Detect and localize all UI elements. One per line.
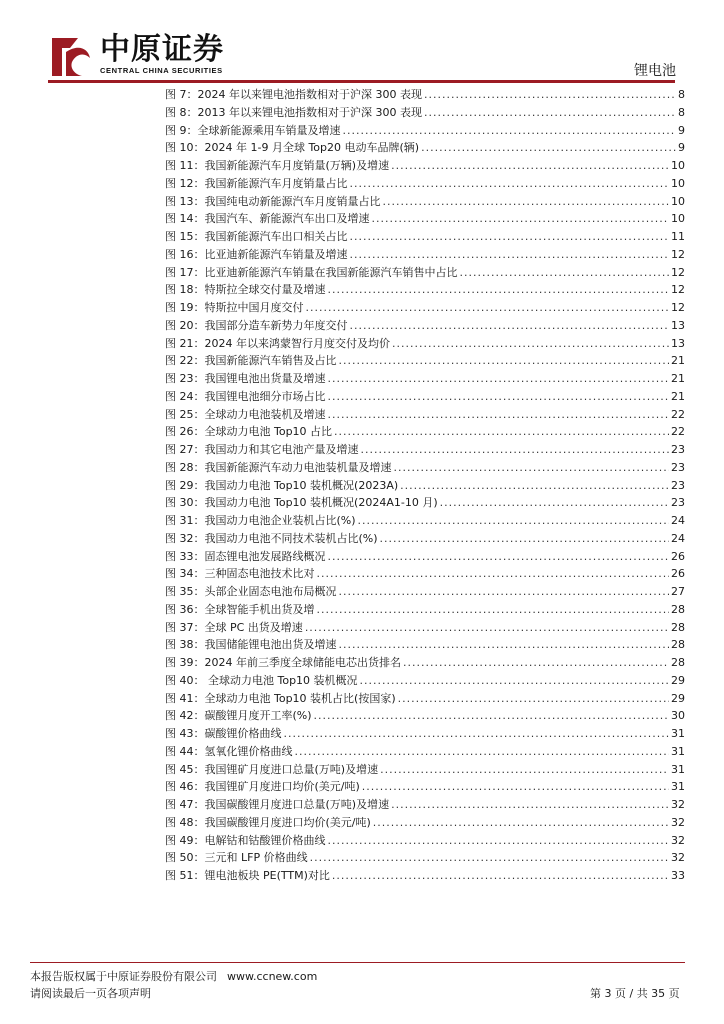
footer-divider	[30, 962, 685, 963]
toc-dot-leader	[362, 778, 669, 796]
footer-disclaimer: 请阅读最后一页各项声明	[30, 987, 151, 1000]
toc-entry-title: 图 10：2024 年 1-9 月全球 Top20 电动车品牌(辆)	[165, 141, 420, 155]
toc-entry-page: 23	[671, 443, 685, 456]
toc-entry-title: 图 9：全球新能源乘用车销量及增速	[165, 123, 341, 137]
toc-entry-title: 图 49：电解钴和钴酸锂价格曲线	[165, 833, 326, 847]
toc-entry-page: 32	[671, 851, 685, 865]
footer-copyright: 本报告版权属于中原证券股份有限公司	[30, 970, 217, 983]
toc-entry-page: 9	[678, 123, 685, 137]
toc-dot-leader	[328, 370, 670, 388]
toc-entry-page: 10	[671, 212, 685, 226]
toc-dot-leader	[424, 104, 676, 122]
toc-dot-leader	[398, 690, 669, 708]
toc-entry-page: 23	[671, 460, 685, 474]
toc-entry-title: 图 40： 全球动力电池 Top10 装机概况	[165, 673, 358, 687]
toc-entry[interactable]	[165, 849, 685, 867]
toc-entry[interactable]	[165, 725, 685, 743]
toc-entry[interactable]	[165, 406, 685, 424]
toc-dot-leader	[284, 725, 670, 743]
toc-entry[interactable]	[165, 104, 685, 122]
toc-entry[interactable]	[165, 157, 685, 175]
toc-dot-leader	[424, 86, 676, 104]
company-logo-icon	[48, 34, 94, 80]
header-divider	[48, 80, 675, 83]
toc-entry-page: 32	[671, 833, 685, 847]
figure-toc-list	[165, 86, 685, 885]
toc-entry-title: 图 30：我国动力电池 Top10 装机概况(2024A1-10 月)	[165, 496, 438, 510]
toc-entry-page: 21	[671, 372, 685, 385]
toc-entry-page: 10	[671, 194, 685, 208]
toc-entry-page: 23	[671, 496, 685, 510]
toc-dot-leader	[305, 619, 669, 637]
toc-dot-leader	[421, 139, 676, 157]
toc-entry-title: 图 16：比亚迪新能源汽车销量及增速	[165, 247, 348, 261]
toc-dot-leader	[440, 494, 669, 512]
toc-dot-leader	[380, 761, 669, 779]
toc-entry-page: 23	[671, 478, 685, 492]
toc-entry-title: 图 44：氢氧化锂价格曲线	[165, 744, 293, 758]
toc-dot-leader	[373, 814, 669, 832]
toc-entry-title: 图 36：全球智能手机出货及增	[165, 602, 315, 616]
toc-entry-title: 图 21：2024 年以来鸿蒙智行月度交付及均价	[165, 336, 390, 350]
toc-entry[interactable]	[165, 583, 685, 601]
toc-entry-title: 图 43：碳酸锂价格曲线	[165, 727, 282, 740]
toc-dot-leader	[339, 636, 670, 654]
toc-entry-page: 8	[678, 105, 685, 119]
toc-entry-title: 图 22：我国新能源汽车销售及占比	[165, 354, 337, 368]
toc-entry-page: 10	[671, 159, 685, 172]
toc-dot-leader	[350, 228, 670, 246]
toc-entry[interactable]	[165, 601, 685, 619]
toc-entry-title: 图 26：全球动力电池 Top10 占比	[165, 425, 333, 439]
toc-entry[interactable]	[165, 423, 685, 441]
toc-entry-page: 31	[671, 727, 685, 740]
toc-entry-title: 图 45：我国锂矿月度进口总量(万吨)及增速	[165, 762, 379, 776]
toc-dot-leader	[343, 122, 677, 140]
toc-entry-page: 31	[671, 780, 685, 794]
toc-entry-title: 图 34：三种固态电池技术比对	[165, 567, 315, 581]
toc-entry-title: 图 33：固态锂电池发展路线概况	[165, 549, 326, 563]
toc-entry-title: 图 12：我国新能源汽车月度销量占比	[165, 176, 348, 190]
toc-entry-title: 图 14：我国汽车、新能源汽车出口及增速	[165, 212, 370, 226]
toc-entry-title: 图 7：2024 年以来锂电池指数相对于沪深 300 表现	[165, 88, 422, 101]
toc-entry[interactable]	[165, 796, 685, 814]
toc-entry-title: 图 19：特斯拉中国月度交付	[165, 301, 304, 314]
toc-entry-title: 图 39：2024 年前三季度全球储能电芯出货排名	[165, 656, 401, 669]
toc-entry-page: 24	[671, 531, 685, 545]
toc-entry[interactable]	[165, 530, 685, 548]
toc-entry[interactable]	[165, 654, 685, 672]
toc-entry-page: 22	[671, 425, 685, 439]
toc-dot-leader	[350, 175, 670, 193]
toc-dot-leader	[400, 477, 669, 495]
toc-entry[interactable]	[165, 352, 685, 370]
toc-entry-title: 图 37：全球 PC 出货及增速	[165, 620, 303, 634]
toc-entry-title: 图 41：全球动力电池 Top10 装机占比(按国家)	[165, 691, 396, 705]
toc-entry-page: 13	[671, 336, 685, 350]
footer-copyright-line	[30, 968, 317, 984]
toc-entry-page: 29	[671, 673, 685, 687]
toc-entry-page: 12	[671, 265, 685, 279]
toc-dot-leader	[380, 530, 669, 548]
toc-entry-page: 12	[671, 283, 685, 297]
toc-entry[interactable]	[165, 565, 685, 583]
toc-entry[interactable]	[165, 494, 685, 512]
toc-entry[interactable]	[165, 299, 685, 317]
toc-dot-leader	[360, 672, 669, 690]
toc-entry-title: 图 35：头部企业固态电池布局概况	[165, 585, 337, 598]
toc-dot-leader	[339, 352, 670, 370]
toc-dot-leader	[383, 193, 670, 211]
toc-entry-page: 26	[671, 567, 685, 581]
toc-dot-leader	[361, 441, 670, 459]
toc-entry-title: 图 48：我国碳酸锂月度进口均价(美元/吨)	[165, 815, 371, 829]
toc-dot-leader	[328, 388, 670, 406]
toc-dot-leader	[339, 583, 670, 601]
toc-entry-title: 图 47：我国碳酸锂月度进口总量(万吨)及增速	[165, 798, 390, 811]
toc-dot-leader	[306, 299, 670, 317]
toc-entry[interactable]	[165, 370, 685, 388]
toc-dot-leader	[328, 548, 670, 566]
toc-dot-leader	[334, 423, 669, 441]
toc-entry-title: 图 31：我国动力电池企业装机占比(%)	[165, 514, 356, 527]
toc-entry[interactable]	[165, 122, 685, 140]
toc-entry-page: 28	[671, 620, 685, 634]
page-header	[0, 0, 724, 86]
toc-dot-leader	[403, 654, 669, 672]
company-name-en: CENTRAL CHINA SECURITIES	[100, 66, 223, 75]
toc-entry-title: 图 13：我国纯电动新能源汽车月度销量占比	[165, 194, 381, 208]
toc-entry-title: 图 18：特斯拉全球交付量及增速	[165, 283, 326, 297]
toc-entry-page: 31	[671, 744, 685, 758]
toc-entry[interactable]	[165, 228, 685, 246]
toc-entry[interactable]	[165, 832, 685, 850]
toc-entry-title: 图 46：我国锂矿月度进口均价(美元/吨)	[165, 780, 360, 794]
toc-entry-page: 8	[678, 88, 685, 101]
toc-dot-leader	[295, 743, 670, 761]
toc-dot-leader	[391, 157, 669, 175]
toc-entry-page: 22	[671, 407, 685, 421]
toc-entry-title: 图 24：我国锂电池细分市场占比	[165, 389, 326, 403]
report-topic: 锂电池	[634, 63, 676, 79]
toc-entry[interactable]	[165, 388, 685, 406]
toc-dot-leader	[392, 335, 669, 353]
toc-entry-page: 21	[671, 389, 685, 403]
toc-entry[interactable]	[165, 690, 685, 708]
toc-dot-leader	[350, 317, 670, 335]
toc-entry-page: 30	[671, 709, 685, 723]
toc-entry[interactable]	[165, 139, 685, 157]
toc-entry-page: 24	[671, 514, 685, 527]
toc-entry[interactable]	[165, 548, 685, 566]
toc-dot-leader	[350, 246, 670, 264]
toc-entry-page: 11	[671, 230, 685, 243]
toc-entry-title: 图 50：三元和 LFP 价格曲线	[165, 851, 308, 865]
toc-dot-leader	[328, 832, 670, 850]
toc-entry-title: 图 38：我国储能锂电池出货及增速	[165, 638, 337, 652]
toc-entry[interactable]	[165, 441, 685, 459]
toc-entry-page: 27	[671, 585, 685, 598]
toc-entry-title: 图 51：锂电池板块 PE(TTM)对比	[165, 869, 330, 882]
toc-entry[interactable]	[165, 175, 685, 193]
toc-entry-page: 32	[671, 815, 685, 829]
toc-entry-title: 图 27：我国动力和其它电池产量及增速	[165, 443, 359, 456]
toc-entry-title: 图 42：碳酸锂月度开工率(%)	[165, 709, 312, 723]
toc-entry-title: 图 8：2013 年以来锂电池指数相对于沪深 300 表现	[165, 105, 422, 119]
footer-url-link[interactable]: www.ccnew.com	[227, 970, 318, 983]
toc-entry-page: 21	[671, 354, 685, 368]
toc-dot-leader	[332, 867, 669, 885]
toc-entry[interactable]	[165, 867, 685, 885]
toc-dot-leader	[328, 281, 670, 299]
toc-entry[interactable]	[165, 193, 685, 211]
toc-entry-title: 图 11：我国新能源汽车月度销量(万辆)及增速	[165, 159, 390, 172]
footer-page-number: 第 3 页 / 共 35 页	[590, 987, 680, 1000]
toc-dot-leader	[314, 707, 669, 725]
toc-entry[interactable]	[165, 707, 685, 725]
toc-entry[interactable]	[165, 210, 685, 228]
toc-entry-title: 图 32：我国动力电池不同技术装机占比(%)	[165, 531, 378, 545]
toc-entry[interactable]	[165, 477, 685, 495]
toc-dot-leader	[358, 512, 669, 530]
toc-entry[interactable]	[165, 672, 685, 690]
toc-dot-leader	[310, 849, 669, 867]
toc-entry-title: 图 28：我国新能源汽车动力电池装机量及增速	[165, 460, 392, 474]
toc-dot-leader	[317, 565, 670, 583]
toc-entry-page: 9	[678, 141, 685, 155]
toc-entry-page: 26	[671, 549, 685, 563]
toc-entry[interactable]	[165, 86, 685, 104]
toc-entry[interactable]	[165, 264, 685, 282]
toc-entry-title: 图 23：我国锂电池出货量及增速	[165, 372, 326, 385]
toc-entry[interactable]	[165, 335, 685, 353]
toc-entry-page: 32	[671, 798, 685, 811]
toc-entry[interactable]	[165, 814, 685, 832]
toc-entry-title: 图 17：比亚迪新能源汽车销量在我国新能源汽车销售中占比	[165, 265, 458, 279]
toc-entry-page: 12	[671, 247, 685, 261]
toc-entry-page: 28	[671, 638, 685, 652]
toc-entry-page: 28	[671, 656, 685, 669]
toc-entry-page: 12	[671, 301, 685, 314]
toc-entry[interactable]	[165, 281, 685, 299]
toc-entry-page: 29	[671, 691, 685, 705]
toc-entry[interactable]	[165, 636, 685, 654]
toc-entry-title: 图 29：我国动力电池 Top10 装机概况(2023A)	[165, 478, 399, 492]
toc-entry[interactable]	[165, 317, 685, 335]
toc-dot-leader	[372, 210, 670, 228]
toc-entry[interactable]	[165, 778, 685, 796]
toc-dot-leader	[317, 601, 670, 619]
toc-entry-page: 28	[671, 602, 685, 616]
toc-entry-title: 图 20：我国部分造车新势力年度交付	[165, 318, 348, 332]
toc-entry[interactable]	[165, 459, 685, 477]
toc-entry-page: 31	[671, 762, 685, 776]
toc-entry-page: 10	[671, 176, 685, 190]
toc-dot-leader	[328, 406, 670, 424]
toc-entry[interactable]	[165, 512, 685, 530]
toc-entry[interactable]	[165, 743, 685, 761]
toc-entry[interactable]	[165, 619, 685, 637]
toc-entry-title: 图 25：全球动力电池装机及增速	[165, 407, 326, 421]
toc-entry-title: 图 15：我国新能源汽车出口相关占比	[165, 230, 348, 243]
toc-dot-leader	[394, 459, 670, 477]
toc-entry[interactable]	[165, 761, 685, 779]
company-name-cn: 中原证券	[100, 32, 224, 67]
toc-entry-page: 33	[671, 869, 685, 882]
toc-dot-leader	[460, 264, 670, 282]
toc-entry[interactable]	[165, 246, 685, 264]
toc-entry-page: 13	[671, 318, 685, 332]
toc-dot-leader	[391, 796, 669, 814]
